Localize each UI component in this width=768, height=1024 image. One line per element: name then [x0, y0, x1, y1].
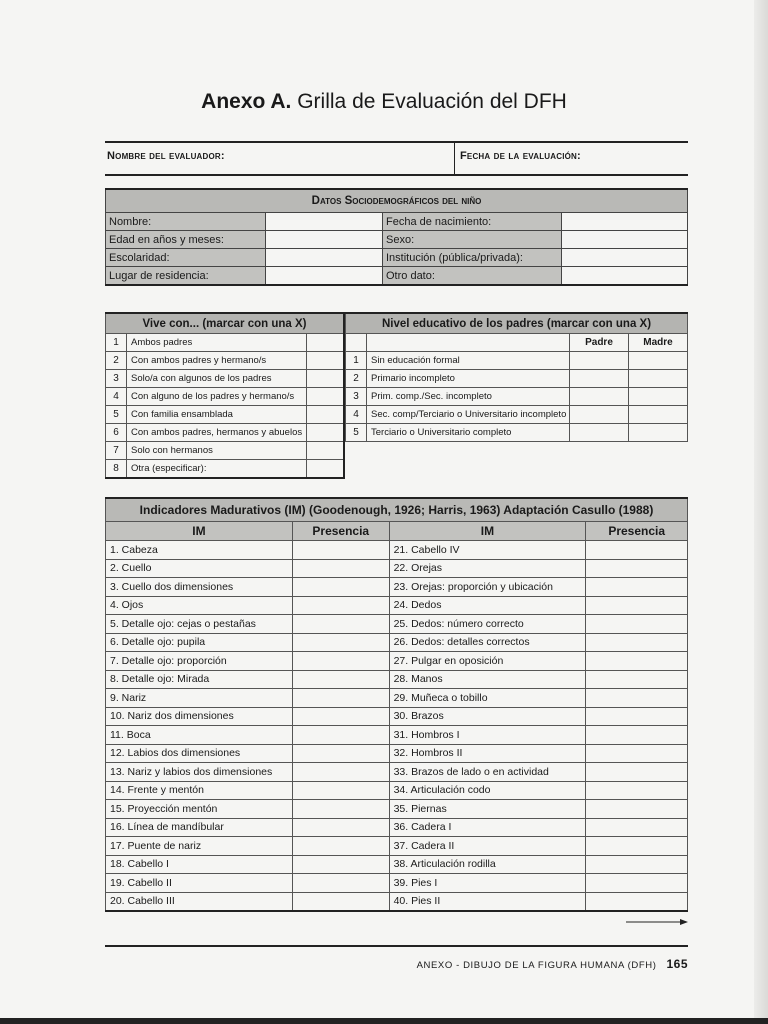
row-number: 2 [346, 370, 367, 388]
indicator-label: 18. Cabello I [106, 855, 293, 874]
mark-cell[interactable] [307, 406, 345, 424]
option-label: Con alguno de los padres y hermano/s [127, 388, 307, 406]
indicator-row [106, 559, 688, 578]
presence-column-header: Presencia [586, 522, 688, 541]
indicator-label: 21. Cabello IV [389, 541, 586, 560]
indicator-label: 16. Línea de mandíbular [106, 818, 293, 837]
option-label: Prim. comp./Sec. incompleto [367, 388, 570, 406]
indicator-row [106, 707, 688, 726]
next-page-arrow-icon [626, 918, 688, 926]
mark-cell[interactable] [307, 442, 345, 460]
indicator-label: 26. Dedos: detalles correctos [389, 633, 586, 652]
option-label: Con familia ensamblada [127, 406, 307, 424]
indicator-row [106, 837, 688, 856]
indicator-label: 9. Nariz [106, 689, 293, 708]
father-mark-cell[interactable] [570, 424, 629, 442]
mother-mark-cell[interactable] [629, 352, 688, 370]
demographics-row [106, 267, 688, 286]
indicator-row [106, 874, 688, 893]
demographics-value-cell[interactable] [266, 267, 383, 286]
indicator-row [106, 670, 688, 689]
mother-mark-cell[interactable] [629, 388, 688, 406]
indicator-label: 8. Detalle ojo: Mirada [106, 670, 293, 689]
indicators-colheads [106, 522, 688, 541]
presence-cell[interactable] [292, 559, 389, 578]
indicator-row [106, 800, 688, 819]
row-number: 6 [106, 424, 127, 442]
indicator-label: 37. Cadera II [389, 837, 586, 856]
indicator-label: 29. Muñeca o tobillo [389, 689, 586, 708]
lives-with-header: Vive con... (marcar con una X) [106, 313, 345, 334]
indicator-label: 5. Detalle ojo: cejas o pestañas [106, 615, 293, 634]
option-label: Solo con hermanos [127, 442, 307, 460]
demographics-value-cell[interactable] [266, 231, 383, 249]
demographics-row [106, 213, 688, 231]
indicator-row [106, 689, 688, 708]
presence-cell[interactable] [292, 837, 389, 856]
indicator-label: 35. Piernas [389, 800, 586, 819]
option-label: Ambos padres [127, 334, 307, 352]
presence-cell[interactable] [586, 596, 688, 615]
presence-cell[interactable] [292, 855, 389, 874]
row-number: 1 [346, 352, 367, 370]
page-edge-shadow [754, 0, 768, 1024]
indicator-label: 30. Brazos [389, 707, 586, 726]
indicators-header: Indicadores Madurativos (IM) (Goodenough, 1926; Harris, 1963) Adaptación Casullo (1988) [106, 498, 688, 522]
indicator-label: 15. Proyección mentón [106, 800, 293, 819]
indicator-label: 33. Brazos de lado o en actividad [389, 763, 586, 782]
indicator-label: 34. Articulación codo [389, 781, 586, 800]
presence-cell[interactable] [292, 707, 389, 726]
parents-education-row [346, 406, 688, 424]
presence-cell[interactable] [586, 744, 688, 763]
demographics-label: Sexo: [383, 231, 562, 249]
mark-cell[interactable] [307, 370, 345, 388]
demographics-label: Edad en años y meses: [106, 231, 266, 249]
indicator-label: 7. Detalle ojo: proporción [106, 652, 293, 671]
indicator-row [106, 892, 688, 911]
demographics-value-cell[interactable] [562, 213, 688, 231]
presence-cell[interactable] [292, 596, 389, 615]
demographics-value-cell[interactable] [266, 249, 383, 267]
option-label: Solo/a con algunos de los padres [127, 370, 307, 388]
indicator-row [106, 818, 688, 837]
mother-mark-cell[interactable] [629, 370, 688, 388]
demographics-value-cell[interactable] [562, 231, 688, 249]
demographics-table [105, 188, 688, 286]
indicator-label: 3. Cuello dos dimensiones [106, 578, 293, 597]
demographics-value-cell[interactable] [562, 267, 688, 286]
indicator-label: 39. Pies I [389, 874, 586, 893]
father-mark-cell[interactable] [570, 352, 629, 370]
mark-cell[interactable] [307, 424, 345, 442]
indicator-label: 1. Cabeza [106, 541, 293, 560]
demographics-label: Nombre: [106, 213, 266, 231]
parents-education-row [346, 352, 688, 370]
indicator-label: 12. Labios dos dimensiones [106, 744, 293, 763]
demographics-label: Otro dato: [383, 267, 562, 286]
indicator-label: 31. Hombros I [389, 726, 586, 745]
demographics-row [106, 231, 688, 249]
indicator-label: 17. Puente de nariz [106, 837, 293, 856]
presence-cell[interactable] [292, 892, 389, 911]
lives-with-row [106, 388, 345, 406]
presence-cell[interactable] [586, 559, 688, 578]
presence-cell[interactable] [292, 689, 389, 708]
indicator-label: 32. Hombros II [389, 744, 586, 763]
demographics-value-cell[interactable] [562, 249, 688, 267]
indicator-label: 36. Cadera I [389, 818, 586, 837]
indicator-row [106, 541, 688, 560]
lives-with-row [106, 370, 345, 388]
indicator-row [106, 596, 688, 615]
page-title [0, 90, 768, 114]
row-number: 5 [346, 424, 367, 442]
presence-cell[interactable] [292, 744, 389, 763]
indicator-label: 2. Cuello [106, 559, 293, 578]
indicator-label: 13. Nariz y labios dos dimensiones [106, 763, 293, 782]
demographics-label: Escolaridad: [106, 249, 266, 267]
lives-with-row [106, 442, 345, 460]
father-mark-cell[interactable] [570, 406, 629, 424]
indicator-label: 22. Orejas [389, 559, 586, 578]
evaluator-bar [105, 141, 688, 176]
presence-cell[interactable] [292, 874, 389, 893]
presence-cell[interactable] [292, 541, 389, 560]
page-footer [417, 957, 688, 971]
indicator-row [106, 652, 688, 671]
option-label: Sec. comp/Terciario o Universitario incompleto [367, 406, 570, 424]
presence-cell[interactable] [292, 578, 389, 597]
title-bold: Anexo A. [201, 90, 292, 113]
lives-with-row [106, 334, 345, 352]
indicator-label: 14. Frente y mentón [106, 781, 293, 800]
presence-cell[interactable] [586, 689, 688, 708]
presence-cell[interactable] [586, 837, 688, 856]
indicator-row [106, 615, 688, 634]
presence-cell[interactable] [292, 652, 389, 671]
indicator-row [106, 763, 688, 782]
parents-education-row [346, 370, 688, 388]
mother-mark-cell[interactable] [629, 424, 688, 442]
im-column-header: IM [106, 522, 293, 541]
parents-education-header: Nivel educativo de los padres (marcar con una X) [346, 313, 688, 334]
presence-cell[interactable] [586, 707, 688, 726]
indicator-row [106, 744, 688, 763]
demographics-label: Institución (pública/privada): [383, 249, 562, 267]
presence-cell[interactable] [292, 615, 389, 634]
presence-cell[interactable] [586, 726, 688, 745]
presence-cell[interactable] [586, 800, 688, 819]
title-rest: Grilla de Evaluación del DFH [291, 90, 567, 113]
indicator-label: 4. Ojos [106, 596, 293, 615]
blank-cell [367, 334, 570, 352]
parents-education-table [345, 312, 688, 442]
father-column-header: Padre [570, 334, 629, 352]
scan-bottom-edge [0, 1018, 768, 1024]
row-number: 3 [106, 370, 127, 388]
footer-text: ANEXO - DIBUJO DE LA FIGURA HUMANA (DFH) [416, 960, 657, 971]
evaluator-divider [454, 143, 455, 174]
lives-with-row [106, 424, 345, 442]
indicator-row [106, 633, 688, 652]
presence-cell[interactable] [586, 541, 688, 560]
indicator-label: 11. Boca [106, 726, 293, 745]
indicator-label: 19. Cabello II [106, 874, 293, 893]
presence-cell[interactable] [586, 892, 688, 911]
mark-cell[interactable] [307, 352, 345, 370]
option-label: Primario incompleto [367, 370, 570, 388]
indicator-label: 40. Pies II [389, 892, 586, 911]
demographics-label: Lugar de residencia: [106, 267, 266, 286]
mark-cell[interactable] [307, 460, 345, 479]
row-number: 7 [106, 442, 127, 460]
presence-cell[interactable] [586, 763, 688, 782]
option-label: Con ambos padres y hermano/s [127, 352, 307, 370]
lives-with-row [106, 406, 345, 424]
father-mark-cell[interactable] [570, 370, 629, 388]
presence-cell[interactable] [292, 800, 389, 819]
presence-cell[interactable] [292, 633, 389, 652]
presence-cell[interactable] [292, 781, 389, 800]
evaluation-date-label: Fecha de la evaluación: [460, 150, 581, 162]
presence-cell[interactable] [292, 818, 389, 837]
row-number: 2 [106, 352, 127, 370]
row-number: 4 [106, 388, 127, 406]
demographics-header: Datos Sociodemográficos del niño [106, 189, 688, 213]
mother-mark-cell[interactable] [629, 406, 688, 424]
presence-cell[interactable] [292, 763, 389, 782]
indicator-row [106, 855, 688, 874]
row-number: 3 [346, 388, 367, 406]
indicator-label: 10. Nariz dos dimensiones [106, 707, 293, 726]
lives-with-row [106, 460, 345, 479]
presence-cell[interactable] [586, 670, 688, 689]
presence-cell[interactable] [586, 781, 688, 800]
option-label: Con ambos padres, hermanos y abuelos [127, 424, 307, 442]
parents-education-row [346, 388, 688, 406]
indicator-label: 23. Orejas: proporción y ubicación [389, 578, 586, 597]
indicator-label: 25. Dedos: número correcto [389, 615, 586, 634]
im-column-header: IM [389, 522, 586, 541]
blank-cell [346, 334, 367, 352]
presence-cell[interactable] [586, 652, 688, 671]
parents-education-row [346, 424, 688, 442]
option-label: Terciario o Universitario completo [367, 424, 570, 442]
presence-cell[interactable] [292, 726, 389, 745]
row-number: 4 [346, 406, 367, 424]
presence-column-header: Presencia [292, 522, 389, 541]
demographics-row [106, 249, 688, 267]
indicator-label: 24. Dedos [389, 596, 586, 615]
indicator-label: 20. Cabello III [106, 892, 293, 911]
presence-cell[interactable] [586, 874, 688, 893]
presence-cell[interactable] [586, 615, 688, 634]
indicators-table [105, 497, 688, 912]
demographics-label: Fecha de nacimiento: [383, 213, 562, 231]
footer-rule [105, 945, 688, 947]
lives-with-row [106, 352, 345, 370]
option-label: Sin educación formal [367, 352, 570, 370]
row-number: 8 [106, 460, 127, 479]
presence-cell[interactable] [292, 670, 389, 689]
presence-cell[interactable] [586, 633, 688, 652]
indicator-row [106, 781, 688, 800]
indicator-label: 38. Articulación rodilla [389, 855, 586, 874]
father-mark-cell[interactable] [570, 388, 629, 406]
demographics-value-cell[interactable] [266, 213, 383, 231]
presence-cell[interactable] [586, 818, 688, 837]
indicator-row [106, 726, 688, 745]
indicator-label: 6. Detalle ojo: pupila [106, 633, 293, 652]
indicator-label: 28. Manos [389, 670, 586, 689]
indicator-label: 27. Pulgar en oposición [389, 652, 586, 671]
page-number: 165 [666, 957, 688, 971]
mark-cell[interactable] [307, 388, 345, 406]
indicator-row [106, 578, 688, 597]
evaluator-name-label: Nombre del evaluador: [107, 150, 225, 162]
mark-cell[interactable] [307, 334, 345, 352]
parents-education-colheads [346, 334, 688, 352]
lives-with-table [105, 312, 345, 479]
presence-cell[interactable] [586, 578, 688, 597]
presence-cell[interactable] [586, 855, 688, 874]
row-number: 5 [106, 406, 127, 424]
row-number: 1 [106, 334, 127, 352]
option-label: Otra (especificar): [127, 460, 307, 479]
mother-column-header: Madre [629, 334, 688, 352]
